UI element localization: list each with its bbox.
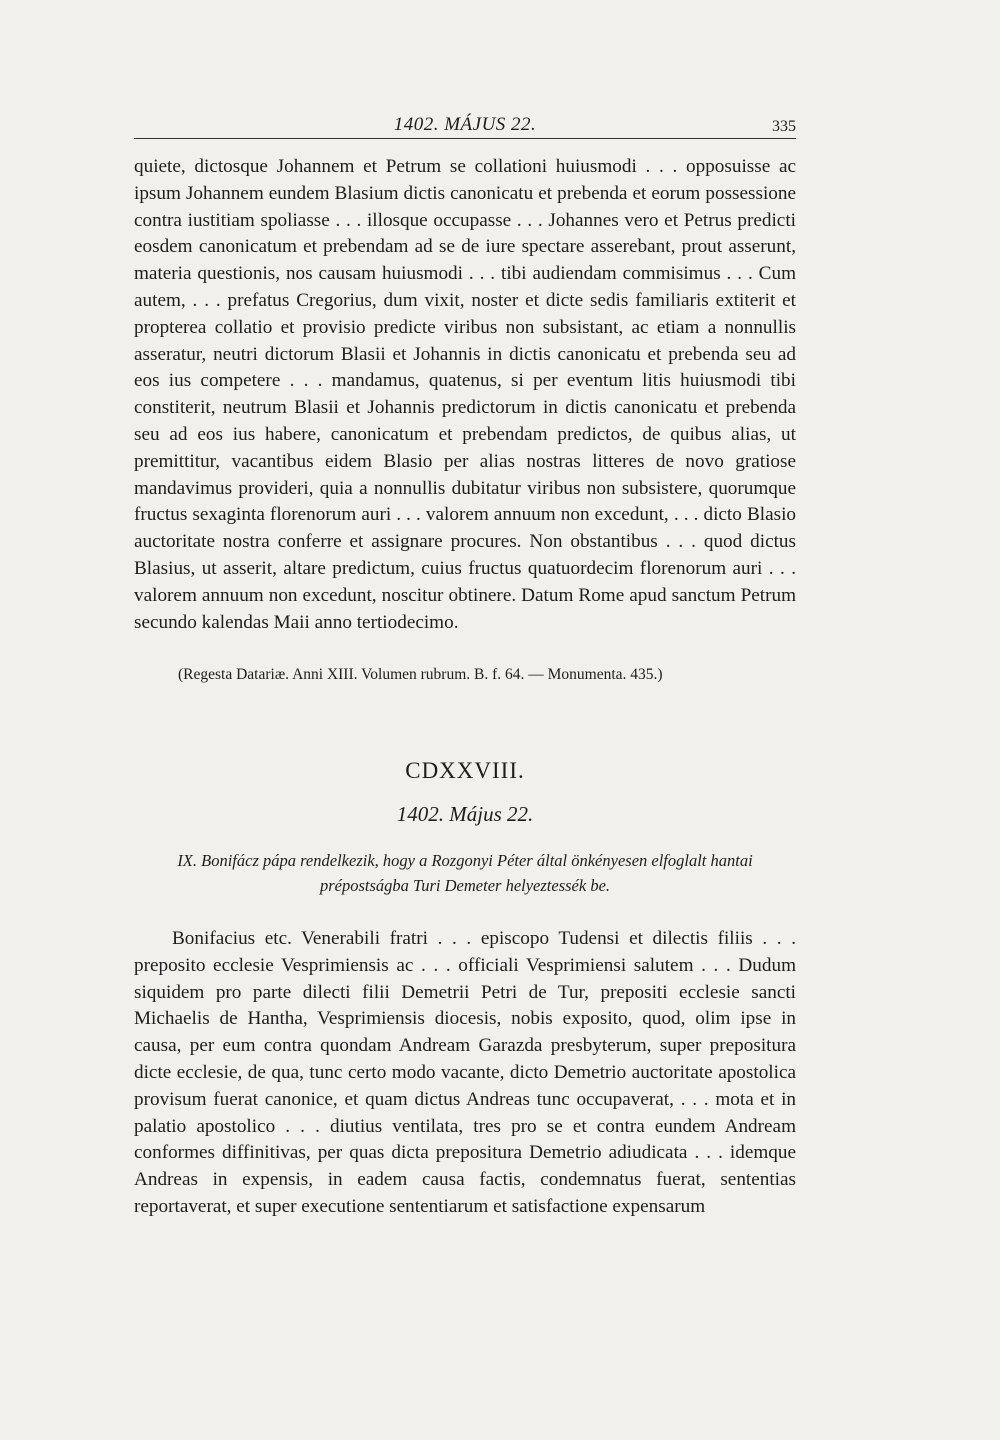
document-text [134, 926, 796, 1221]
page-number: 335 [772, 118, 796, 135]
source-note: (Regesta Datariæ. Anni XIII. Volumen rubrum. B. f. 64. — Monumenta. 435.) [178, 666, 663, 683]
document-paragraph: Bonifacius etc. Venerabili fratri . . . episcopo Tudensi et dilectis filiis . . . preposito ecclesie Vesprimiensis ac . . . officiali Vesprimiensi salutem . . . Dudum siquidem pro parte dilecti filii Demetrii Petri de Tur, prepositi ecclesie sancti Michaelis de Hantha, Vesprimiensis diocesis, nobis exposito, quod, olim ipse in causa, per eum contra quondam Andream Garazda presbyterum, super prepositura dicte ecclesie, de qua, tunc certo modo vacante, dicto Demetrio auctoritate apostolica provisum fuerat canonice, et quam dictus Andreas tunc occupaverat, . . . mota et in palatio apostolico . . . diutius ventilata, tres pro se et contra eundem Andream conformes diffinitivas, per quas dicta prepositura Demetrio adiudicata . . . idemque Andreas in expensis, in eadem causa factis, condemnatus fuerat, sententias reportaverat, et super executione sententiarum et satisfactione expensarum [134, 928, 796, 1217]
document-summary: IX. Bonifácz pápa rendelkezik, hogy a Rozgonyi Péter által önkényesen elfoglalt hantai prépostságba Turi Demeter helyeztessék be. [177, 851, 753, 895]
document-number: CDXXVIII. [405, 758, 525, 783]
previous-document-text [134, 154, 796, 636]
page-header [134, 110, 796, 140]
header-rule [134, 138, 796, 139]
document-date: 1402. Május 22. [396, 802, 534, 826]
continuation-paragraph: quiete, dictosque Johannem et Petrum se collationi huiusmodi . . . opposuisse ac ipsum Johannem eundem Blasium dictis canonicatu et prebenda et eorum possessione contra iustitiam spoliasse . . . illosque occupasse . . . Johannes vero et Petrus predicti eosdem canonicatum et prebendam ad se de iure spectare asserebant, prout asserunt, materia questionis, nos causam huiusmodi . . . tibi audiendam commisimus . . . Cum autem, . . . prefatus Cregorius, dum vixit, noster et dicte sedis familiaris extiterit et propterea collatio et provisio predicte viribus non subsistant, ac etiam a nonnullis asseratur, neutri dictorum Blasii et Johannis in dictis canonicatu et prebenda seu ad eos ius competere . . . mandamus, quatenus, si per eventum litis huiusmodi tibi constiterit, neutrum Blasii et Johannis predictorum in dictis canonicatu et prebenda seu ad eos ius habere, canonicatum et prebendam predictos, de quibus alias, ut premittitur, vacantibus eidem Blasio per alias nostras litteres de novo gratiose mandavimus provideri, quia a nonnullis dubitatur viribus non subsistere, quorumque fructus sexaginta florenorum auri . . . valorem annuum non excedunt, . . . dicto Blasio auctoritate nostra conferre et assignare procures. Non obstantibus . . . quod dictus Blasius, ut asserit, altare predictum, cuius fructus quatuordecim florenorum auri . . . valorem annuum non excedunt, noscitur obtinere. Datum Rome apud sanctum Petrum secundo kalendas Maii anno tertiodecimo. [134, 156, 796, 633]
running-title: 1402. MÁJUS 22. [393, 114, 537, 135]
